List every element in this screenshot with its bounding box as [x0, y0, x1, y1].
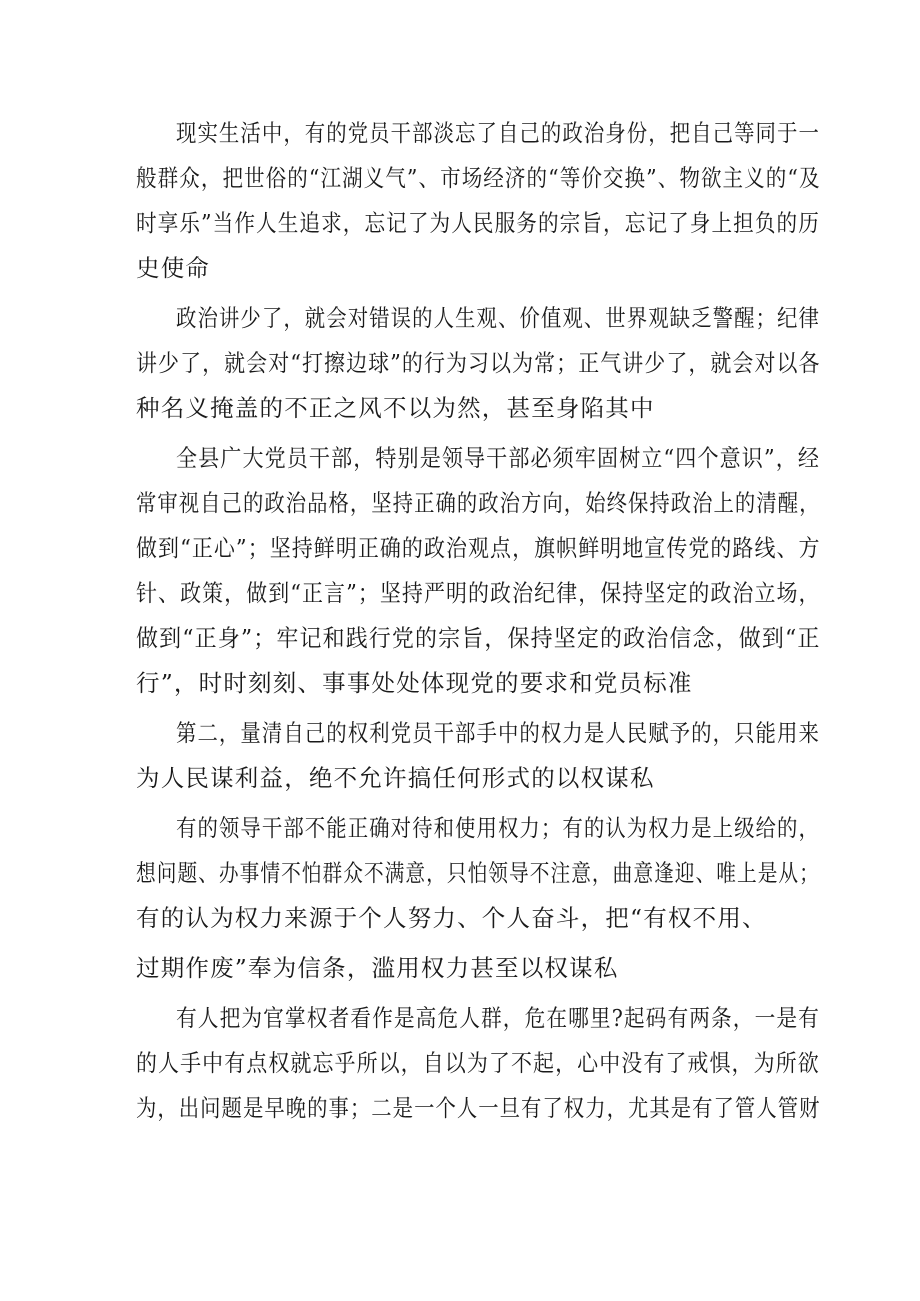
paragraph-4-line-2: 为人民谋利益，绝不允许搞任何形式的以权谋私	[136, 764, 655, 792]
paragraph-4-line-1: 第二，量清自己的权利党员干部手中的权力是人民赋予的，只能用来	[176, 719, 820, 747]
paragraph-5-line-3: 有的认为权力来源于个人努力、个人奋斗，把“有权不用、	[136, 904, 767, 932]
paragraph-5-line-1: 有的领导干部不能正确对待和使用权力；有的认为权力是上级给的，	[176, 814, 820, 842]
paragraph-5-line-2: 想问题、办事情不怕群众不满意，只怕领导不注意，曲意逢迎、唯上是从；	[136, 859, 820, 887]
paragraph-3-line-4: 针、政策，做到“正言”；坚持严明的政治纪律，保持坚定的政治立场，	[136, 579, 821, 607]
paragraph-1-line-4: 史使命	[136, 254, 211, 282]
paragraph-6-line-2: 的人手中有点权就忘乎所以，自以为了不起，心中没有了戒惧，为所欲	[136, 1049, 820, 1077]
paragraph-6-line-1: 有人把为官掌权者看作是高危人群，危在哪里?起码有两条，一是有	[176, 1004, 820, 1032]
paragraph-3-line-6: 行”，时时刻刻、事事处处体现党的要求和党员标准	[136, 669, 693, 697]
paragraph-2-line-1: 政治讲少了，就会对错误的人生观、价值观、世界观缺乏警醒；纪律	[176, 304, 820, 332]
paragraph-6-line-3: 为，出问题是早晚的事；二是一个人一旦有了权力，尤其是有了管人管财	[136, 1094, 821, 1122]
paragraph-3-line-1: 全县广大党员干部，特别是领导干部必须牢固树立“四个意识”，经	[176, 444, 821, 472]
paragraph-5-line-4: 过期作废”奉为信条，滥用权力甚至以权谋私	[136, 954, 619, 982]
paragraph-1-line-3: 时享乐”当作人生追求，忘记了为人民服务的宗旨，忘记了身上担负的历	[136, 209, 820, 237]
paragraph-3-line-3: 做到“正心”；坚持鲜明正确的政治观点，旗帜鲜明地宣传党的路线、方	[136, 534, 821, 562]
paragraph-1-line-1: 现实生活中，有的党员干部淡忘了自己的政治身份，把自己等同于一	[176, 119, 820, 147]
paragraph-1-line-2: 般群众，把世俗的“江湖义气”、市场经济的“等价交换”、物欲主义的“及	[136, 164, 821, 192]
paragraph-3-line-2: 常审视自己的政治品格，坚持正确的政治方向，始终保持政治上的清醒，	[136, 489, 821, 517]
paragraph-2-line-3: 种名义掩盖的不正之风不以为然，甚至身陷其中	[136, 394, 655, 422]
paragraph-3-line-5: 做到“正身”；牢记和践行党的宗旨，保持坚定的政治信念，做到“正	[136, 624, 821, 652]
paragraph-2-line-2: 讲少了，就会对“打擦边球”的行为习以为常；正气讲少了，就会对以各	[136, 349, 821, 377]
